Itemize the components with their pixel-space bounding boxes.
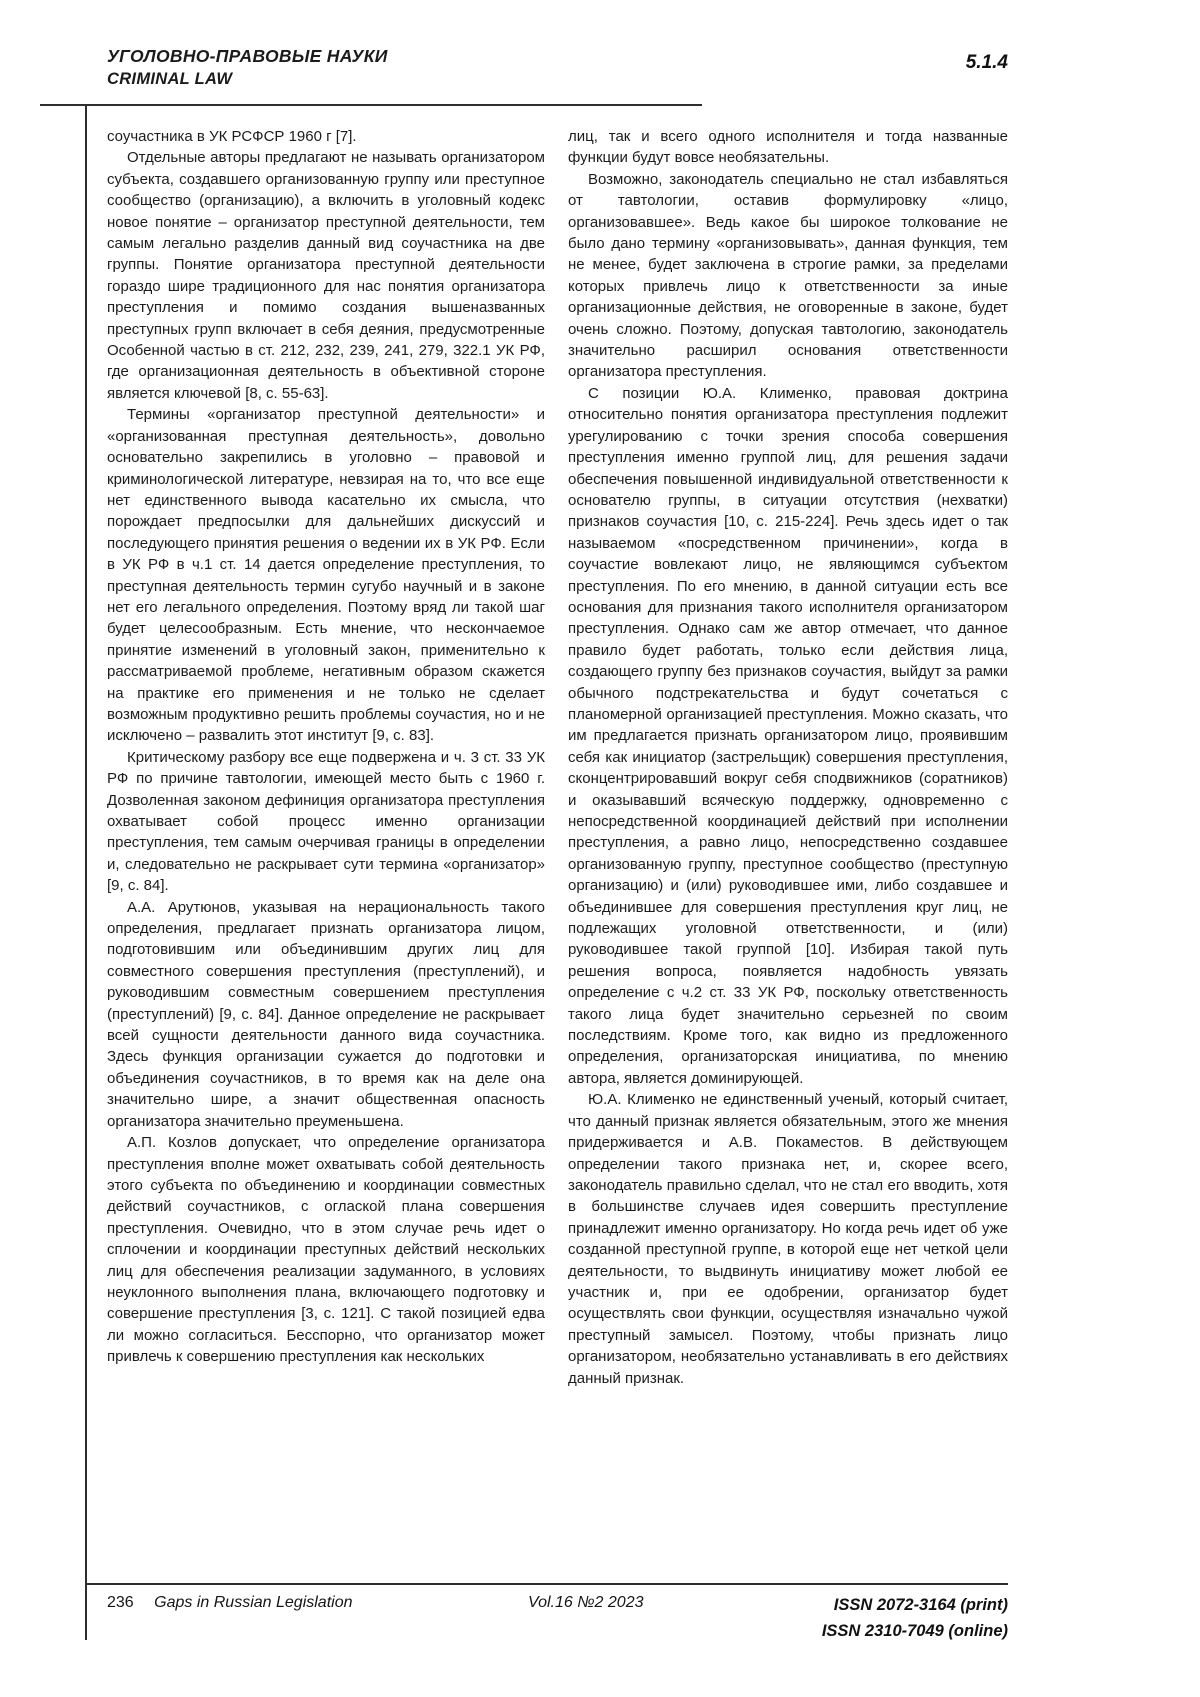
footer-divider xyxy=(85,1583,1008,1585)
paragraph: А.П. Козлов допускает, что определение организатора преступления вполне может охватывать собой деятельность этого субъекта по объединению и координации совместных действий соучастников, с оглаской плана совершения преступления. Очевидно, что в этом случае речь идет о сплочении и координации преступных действий нескольких лиц для обеспечения реализации задуманного, в условиях неуклонного выполнения плана, включающего подготовку и совершение преступления [3, с. 121]. С такой позицией едва ли можно согласиться. Бесспорно, что организатор может привлечь к совершению преступления как нескольких xyxy=(107,1134,545,1366)
footer-left xyxy=(107,1594,353,1612)
header-divider xyxy=(40,104,702,106)
section-code: 5.1.4 xyxy=(965,52,1008,73)
paragraph: Ю.А. Клименко не единственный ученый, который считает, что данный признак является обязательным, этого же мнения придерживается и А.В. Покаместов. В действующем определении такого признака нет, и, скорее всего, законодатель правильно сделал, что не стал его вводить, хотя в большинстве случаев идея совершить преступление принадлежит именно организатору. Но когда речь идет об уже созданной преступной группе, в которой еще нет четкой цели деятельности, то выдвинуть инициативу может любой ее участник и, при ее одобрении, организатор будет осуществлять свои функции, осуществляя изначально чужой преступный замысел. Поэтому, чтобы признать лицо организатором, необязательно устанавливать в его действиях данный признак. xyxy=(568,1091,1008,1387)
text-column-right xyxy=(568,126,1008,1389)
paragraph: С позиции Ю.А. Клименко, правовая доктрина относительно понятия организатора преступления подлежит урегулированию с точки зрения способа совершения преступления именно группой лиц, для решения задачи обеспечения повышенной индивидуальной ответственности к основателю группы, в ситуации отсутствия (нехватки) признаков соучастия [10, с. 215-224]. Речь здесь идет о так называемом «посредственном причинении», когда в соучастие вовлекают лицо, не являющимся субъектом преступления. По его мнению, в данной ситуации есть все основания для признания такого исполнителя организатором преступления. Однако сам же автор отмечает, что данное правило будет работать, только если действия лица, создающего группу без признаков соучастия, выйдут за рамки обычного подстрекательства и будут сочетаться с планомерной организацией преступления. Можно сказать, что им предлагается признать организатором лицо, проявившим себя как инициатор (застрельщик) совершения преступления, сконцентрировавший вокруг себя сподвижников (соратников) и оказывавший всяческую поддержку, одновременно с непосредственной координацией действий при исполнении преступления, а равно лицо, непосредственно создавшее организованную группу, преступное сообщество (преступную организацию) и (или) руководившее ими, либо создавшее и объединившее для совершения преступления круг лиц, не подлежащих уголовной ответственности, и (или) руководившее такой группой [10]. Избирая такой путь решения вопроса, появляется надобность увязать определение с ч.2 ст. 33 УК РФ, поскольку ответственность такого лица будет значительно серьезней по своим последствиям. Кроме того, как видно из предложенного определения, организаторская инициатива, по мнению автора, является доминирующей. xyxy=(568,384,1008,1087)
journal-title: Gaps in Russian Legislation xyxy=(154,1594,353,1611)
footer-issn xyxy=(822,1592,1008,1644)
page-number: 236 xyxy=(107,1594,134,1611)
issn-print: ISSN 2072-3164 (print) xyxy=(833,1596,1008,1614)
paragraph: Критическому разбору все еще подвержена и ч. 3 ст. 33 УК РФ по причине тавтологии, имеющей место быть с 1960 г. Дозволенная законом дефиниция организатора преступления охватывает собой процесс именно организации преступления, тем самым очерчивая границы в определении и, следовательно не раскрывает сути термина «организатор» [9, с. 84]. xyxy=(107,748,545,895)
section-title-en: CRIMINAL LAW xyxy=(107,70,233,88)
paragraph: Отдельные авторы предлагают не называть организатором субъекта, создавшего организованную группу или преступное сообщество (организацию), а включить в уголовный кодекс новое понятие – организатор преступной деятельности, тем самым легально разделив данный вид соучастника на две группы. Понятие организатора преступной деятельности гораздо шире традиционного для нас понятия организатора преступления и помимо создания вышеназванных преступных групп включает в себя деяния, предусмотренные Особенной частью в ст. 212, 232, 239, 241, 279, 322.1 УК РФ, где организационная деятельность в объективной стороне является ключевой [8, с. 55-63]. xyxy=(107,149,545,402)
paragraph: А.А. Арутюнов, указывая на нерациональность такого определения, предлагает признать организатора лицом, подготовившим или объединившим других лиц для совместного совершения преступления (преступлений), и руководившим совместным совершением преступления (преступлений) [9, с. 84]. Данное определение не раскрывает всей сущности деятельности данного вида соучастника. Здесь функция организации сужается до подготовки и объединения соучастников, в то время как на деле она значительно шире, а значит общественная опасность организатора значительно преуменьшена. xyxy=(107,898,545,1130)
text-column-left xyxy=(107,126,545,1368)
paragraph: лиц, так и всего одного исполнителя и тогда названные функции будут вовсе необязательны. xyxy=(568,128,1008,167)
page-header xyxy=(107,44,388,90)
left-margin-rule xyxy=(85,104,87,1640)
paragraph: Возможно, законодатель специально не стал избавляться от тавтологии, оставив формулировку «лицо, организовавшее». Ведь какое бы широкое толкование не было дано термину «организовывать», данная функция, тем не менее, будет заключена в строгие рамки, за пределами которых привлечь лицо к ответственности за иные организационные действия, не оговоренные в законе, будет очень сложно. Поэтому, допуская тавтологию, законодатель значительно расширил основания ответственности организатора преступления. xyxy=(568,170,1008,381)
paragraph: Термины «организатор преступной деятельности» и «организованная преступная деятельность», довольно основательно закрепились в уголовно – правовой и криминологической литературе, невзирая на то, что все еще нет единственного вывода касательно их смысла, что порождает предпосылки для дальнейших дискуссий и последующего принятия решения о ведении их в УК РФ. Если в УК РФ в ч.1 ст. 14 дается определение преступления, то преступная деятельность термин сугубо научный и в законе нет его легального определения. Поэтому вряд ли такой шаг будет целесообразным. Есть мнение, что нескончаемое принятие изменений в уголовный закон, применительно к рассматриваемой проблеме, негативным образом скажется на практике его применения и не только не сделает возможным продуктивно решить проблемы соучастия, но и не исключено – развалить этот институт [9, с. 83]. xyxy=(107,406,545,745)
paragraph: соучастника в УК РСФСР 1960 г [7]. xyxy=(107,128,357,145)
section-title-ru: УГОЛОВНО-ПРАВОВЫЕ НАУКИ xyxy=(107,46,388,66)
issn-online: ISSN 2310-7049 (online) xyxy=(821,1622,1008,1640)
volume-issue: Vol.16 №2 2023 xyxy=(528,1594,644,1611)
